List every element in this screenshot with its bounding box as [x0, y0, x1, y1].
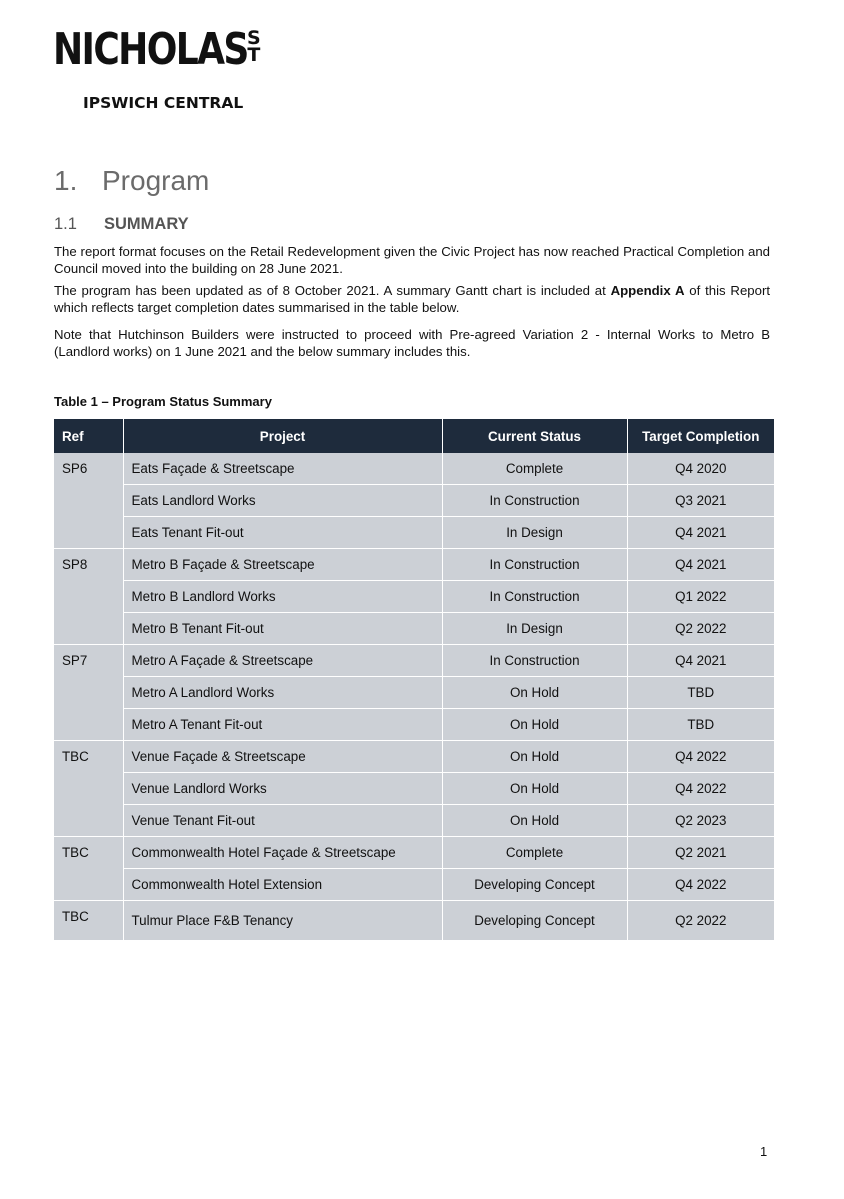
cell-status: On Hold — [442, 709, 627, 741]
appendix-reference: Appendix A — [610, 283, 685, 299]
cell-status: On Hold — [442, 741, 627, 773]
table-row — [54, 581, 774, 613]
cell-project: Eats Façade & Streetscape — [123, 453, 442, 485]
cell-project: Commonwealth Hotel Façade & Streetscape — [123, 837, 442, 869]
cell-target: Q2 2023 — [627, 805, 774, 837]
table-header-row — [54, 419, 774, 453]
header-ref: Ref — [54, 419, 123, 453]
paragraph-text: The program has been updated as of 8 October 2021. A summary Gantt chart is included at — [54, 283, 611, 299]
logo-wordmark: NICHOLAS — [53, 24, 248, 75]
table-row — [54, 805, 774, 837]
cell-status: In Design — [442, 613, 627, 645]
cell-status: On Hold — [442, 805, 627, 837]
cell-status: In Construction — [442, 581, 627, 613]
cell-project: Venue Façade & Streetscape — [123, 741, 442, 773]
cell-project: Metro A Façade & Streetscape — [123, 645, 442, 677]
table-row — [54, 549, 774, 581]
cell-target: Q4 2020 — [627, 453, 774, 485]
cell-status: In Construction — [442, 549, 627, 581]
table-row — [54, 869, 774, 901]
table-row — [54, 453, 774, 485]
cell-status: Developing Concept — [442, 901, 627, 941]
cell-status: Complete — [442, 837, 627, 869]
table-row — [54, 837, 774, 869]
table-row — [54, 901, 774, 941]
paragraph-text: of this Report which reflects target completion dates summarised in the table below. — [54, 283, 771, 315]
cell-target: Q1 2022 — [627, 581, 774, 613]
table-row — [54, 517, 774, 549]
cell-target: Q4 2021 — [627, 645, 774, 677]
cell-ref: TBC — [54, 741, 123, 837]
subsection-title: SUMMARY — [104, 215, 189, 233]
cell-project: Commonwealth Hotel Extension — [123, 869, 442, 901]
cell-status: In Construction — [442, 485, 627, 517]
cell-project: Eats Landlord Works — [123, 485, 442, 517]
cell-project: Metro A Tenant Fit-out — [123, 709, 442, 741]
section-number: 1. — [54, 165, 78, 196]
cell-status: In Construction — [442, 645, 627, 677]
cell-target: Q4 2021 — [627, 517, 774, 549]
section-title: Program — [102, 165, 210, 196]
cell-project: Tulmur Place F&B Tenancy — [123, 901, 442, 941]
cell-project: Metro A Landlord Works — [123, 677, 442, 709]
header-status: Current Status — [442, 419, 627, 453]
cell-project: Metro B Façade & Streetscape — [123, 549, 442, 581]
paragraph-variation-note: Note that Hutchinson Builders were instructed to proceed with Pre-agreed Variation 2 - Internal Works to Metro B (Landlord works) on 1 June 2021 and the below summary includes this. — [54, 327, 770, 359]
table-row — [54, 485, 774, 517]
paragraph-intro: The report format focuses on the Retail Redevelopment given the Civic Project has now reached Practical Completion and Council moved into the building on 28 June 2021. — [54, 244, 770, 276]
cell-ref: SP6 — [54, 453, 123, 549]
cell-project: Metro B Landlord Works — [123, 581, 442, 613]
logo-st-bottom: T — [247, 44, 261, 66]
header-target: Target Completion — [627, 419, 774, 453]
cell-target: Q2 2021 — [627, 837, 774, 869]
cell-ref: TBC — [54, 837, 123, 901]
cell-target: Q4 2022 — [627, 773, 774, 805]
table-row — [54, 773, 774, 805]
cell-ref: SP8 — [54, 549, 123, 645]
program-status-table — [54, 419, 774, 940]
table-row — [54, 741, 774, 773]
cell-ref: TBC — [54, 901, 123, 941]
cell-project: Venue Landlord Works — [123, 773, 442, 805]
logo-st-mark — [247, 27, 261, 66]
paragraph-program-update — [54, 283, 770, 316]
cell-project: Venue Tenant Fit-out — [123, 805, 442, 837]
cell-project: Eats Tenant Fit-out — [123, 517, 442, 549]
cell-status: On Hold — [442, 677, 627, 709]
cell-target: TBD — [627, 709, 774, 741]
cell-ref: SP7 — [54, 645, 123, 741]
table-row — [54, 709, 774, 741]
subsection-heading — [54, 215, 189, 234]
page-number: 1 — [760, 1144, 768, 1159]
section-heading — [54, 165, 209, 197]
table-caption: Table 1 – Program Status Summary — [54, 394, 272, 409]
subsection-number: 1.1 — [54, 215, 77, 233]
cell-target: Q4 2022 — [627, 869, 774, 901]
table-row — [54, 645, 774, 677]
cell-target: Q4 2022 — [627, 741, 774, 773]
header-project: Project — [123, 419, 442, 453]
logo-st-top: S — [247, 27, 261, 49]
cell-target: Q2 2022 — [627, 901, 774, 941]
table-row — [54, 677, 774, 709]
cell-target: Q3 2021 — [627, 485, 774, 517]
cell-status: On Hold — [442, 773, 627, 805]
table-body — [54, 453, 774, 940]
cell-status: Developing Concept — [442, 869, 627, 901]
cell-status: In Design — [442, 517, 627, 549]
logo-subtitle: IPSWICH CENTRAL — [83, 94, 244, 112]
cell-target: Q2 2022 — [627, 613, 774, 645]
cell-project: Metro B Tenant Fit-out — [123, 613, 442, 645]
cell-status: Complete — [442, 453, 627, 485]
logo — [53, 24, 291, 112]
cell-target: TBD — [627, 677, 774, 709]
cell-target: Q4 2021 — [627, 549, 774, 581]
table-row — [54, 613, 774, 645]
